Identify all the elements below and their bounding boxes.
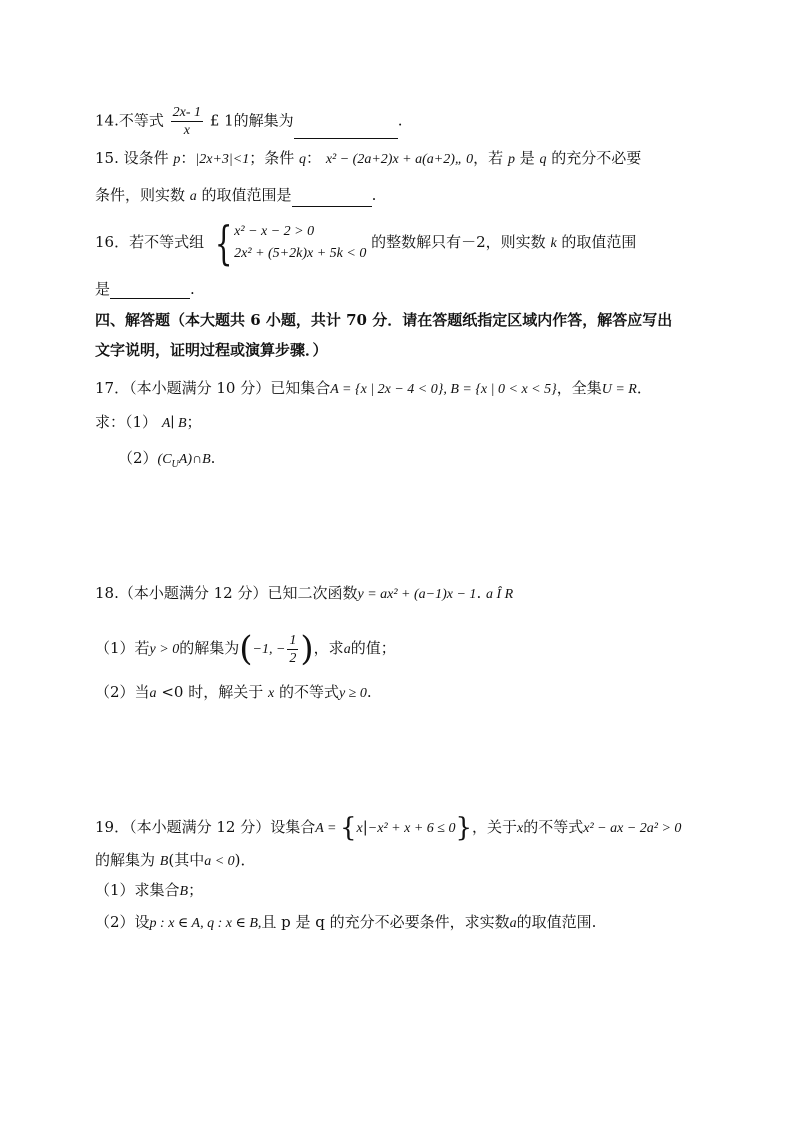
question-19-line3 [95,880,203,902]
q14-end: . [397,111,403,130]
q18-dot: . [476,584,486,602]
q17-part2-expr: (C [157,452,172,467]
q17-mid: ，全集 [556,379,602,397]
q15-line2-a: 条件，则实数 [95,186,190,204]
q16-prefix: 16．若不等式组 [95,233,205,251]
q15-tail-b: 是 [514,149,540,167]
q16-suffix: 的取值范围 [556,233,637,251]
question-17-line2 [95,412,202,434]
q19-left-brace: { [339,813,357,843]
question-19-line4 [95,912,596,934]
q17-part2-end: . [210,449,216,467]
question-15-line2 [95,185,376,207]
q17-end: ． [636,379,652,397]
q18-p2-c: 的不等式 [274,683,339,701]
q19-x-var: x [517,821,524,836]
q15-line2-b: 的取值范围是 [196,186,292,204]
question-19-line2 [95,850,256,872]
q14-relation: £ 1 [209,111,234,130]
q15-answer-blank[interactable] [292,190,372,207]
question-18-line1 [95,583,513,605]
q14-suffix: 的解集为 [233,111,294,130]
q18-p1-a: （1）若 [95,639,150,657]
q14-frac-den: x [183,123,190,138]
q19-p2-expr: p : x ∈ A, q : x ∈ B, [149,916,262,931]
q19-p2-var: a [509,916,517,931]
q15-a-var: a [189,189,197,204]
q17-part2-rest: A)∩B [178,452,211,467]
q18-p1-var: a [343,642,351,657]
q15-p2: p [507,152,515,167]
q18-a-in-r: a Î R [485,587,514,602]
q18-prefix: 18.（本小题满分 12 分）已知二次函数 [95,584,358,602]
question-18-line2 [95,628,396,670]
q15-q2: q [539,152,547,167]
q15-colon2: ： [306,149,322,167]
q19-inequality: x² − ax − 2a² > 0 [583,821,682,836]
q18-right-paren: ) [300,629,314,669]
q18-frac-den: 2 [289,650,297,666]
q18-function: y = ax² + (a−1)x − 1 [357,587,477,602]
question-16-line1 [95,218,636,268]
q16-answer-blank[interactable] [110,282,190,299]
q15-tail-c: 的充分不必要 [546,149,642,167]
q15-abs-expr: |2x+3|<1 [195,152,250,167]
q15-mid: ；条件 [249,149,300,167]
q19-mid2: 的不等式 [523,818,584,836]
q19-right-brace: } [455,813,472,843]
q19-set-var: x [356,821,363,836]
section-4-heading-line2: 文字说明，证明过程或演算步骤．） [95,341,328,359]
q16-brace: { [214,216,233,270]
q18-p1-cond: y > 0 [149,642,180,657]
q19-set-bar: | [362,818,368,836]
q19-line2-b: (其中 [168,851,205,869]
q18-p1-b: 的解集为 [179,639,240,657]
q17-part1-expr: A∣ B [161,416,187,431]
q15-q-var: q [299,152,307,167]
question-15-line1 [95,148,641,170]
q19-p1-b: B [179,884,189,899]
q19-line2-a: 的解集为 [95,851,160,869]
q17-prefix: 17．（本小题满分 10 分）已知集合 [95,379,331,397]
q16-line2-a: 是 [95,280,111,298]
section-4-heading-line1: 四、解答题（本大题共 6 小题，共计 70 分．请在答题纸指定区域内作答，解答应写出 [95,311,673,329]
q14-frac-num: 2x- 1 [172,105,202,120]
q18-p1-d: 的值； [350,639,396,657]
q18-left-paren: ( [239,629,253,669]
q15-text: 15. 设条件 [95,149,174,167]
q18-p1-c: ，求 [313,639,344,657]
q15-tail-a: ，若 [473,149,508,167]
q18-p2-ineq: y ≥ 0 [338,686,367,701]
q17-sets: A = {x | 2x − 4 < 0}, B = {x | 0 < x < 5} [330,382,557,397]
q19-b-var: B [159,854,169,869]
q14-fraction [171,104,203,139]
question-19-line1 [95,812,681,844]
q19-prefix: 19．（本小题满分 12 分）设集合 [95,818,316,836]
q15-end: . [371,186,377,204]
q15-colon1: ： [180,149,196,167]
q18-p2-x: x [267,686,275,701]
q16-row1: x² − x − 2 > 0 [234,224,315,239]
q19-set-condition: −x² + x + 6 ≤ 0 [367,821,456,836]
q18-frac-num: 1 [289,632,297,648]
q16-mid: 的整数解只有－2，则实数 [371,233,551,251]
q18-p2-cond: a [149,686,157,701]
q19-p2-c: 的取值范围. [516,913,597,931]
q17-ask: 求：（1） [95,413,162,431]
q16-k-var: k [550,236,557,251]
q19-mid: ，关于 [472,818,518,836]
q19-p2-b: 且 p 是 q 的充分不必要条件，求实数 [261,913,510,931]
q15-p-var: p [173,152,181,167]
question-16-line2 [95,279,195,299]
question-17-line1 [95,378,652,400]
q15-expr: x² − (2a+2)x + a(a+2)„ 0 [325,152,474,167]
question-18-line3 [95,682,372,704]
q19-line2-c: )． [234,851,256,869]
q16-row2: 2x² + (5+2k)x + 5k < 0 [234,246,367,261]
q17-part1-end: ； [186,413,202,431]
q18-p2-end: . [366,683,372,701]
q14-answer-blank[interactable] [294,122,398,139]
question-14 [95,104,402,139]
q19-p1: （1）求集合 [95,881,180,899]
q14-prefix: 14.不等式 [95,111,164,130]
q18-p2-b: <0 时，解关于 [156,683,268,701]
q16-system [209,216,367,270]
q18-fraction [287,632,298,667]
q19-set-a-label: A = [315,821,340,836]
q17-universal-set: U = R [601,382,637,397]
q17-part2-label: （2） [118,449,158,467]
q19-cond: a < 0 [204,854,235,869]
q18-interval-a: −1, − [252,642,286,657]
q18-p2-a: （2）当 [95,683,150,701]
question-17-line3 [118,448,215,475]
q16-end: . [190,280,195,298]
q19-p1-end: ； [188,881,204,899]
q17-part2-sub: U [171,459,179,470]
q19-p2-a: （2）设 [95,913,150,931]
